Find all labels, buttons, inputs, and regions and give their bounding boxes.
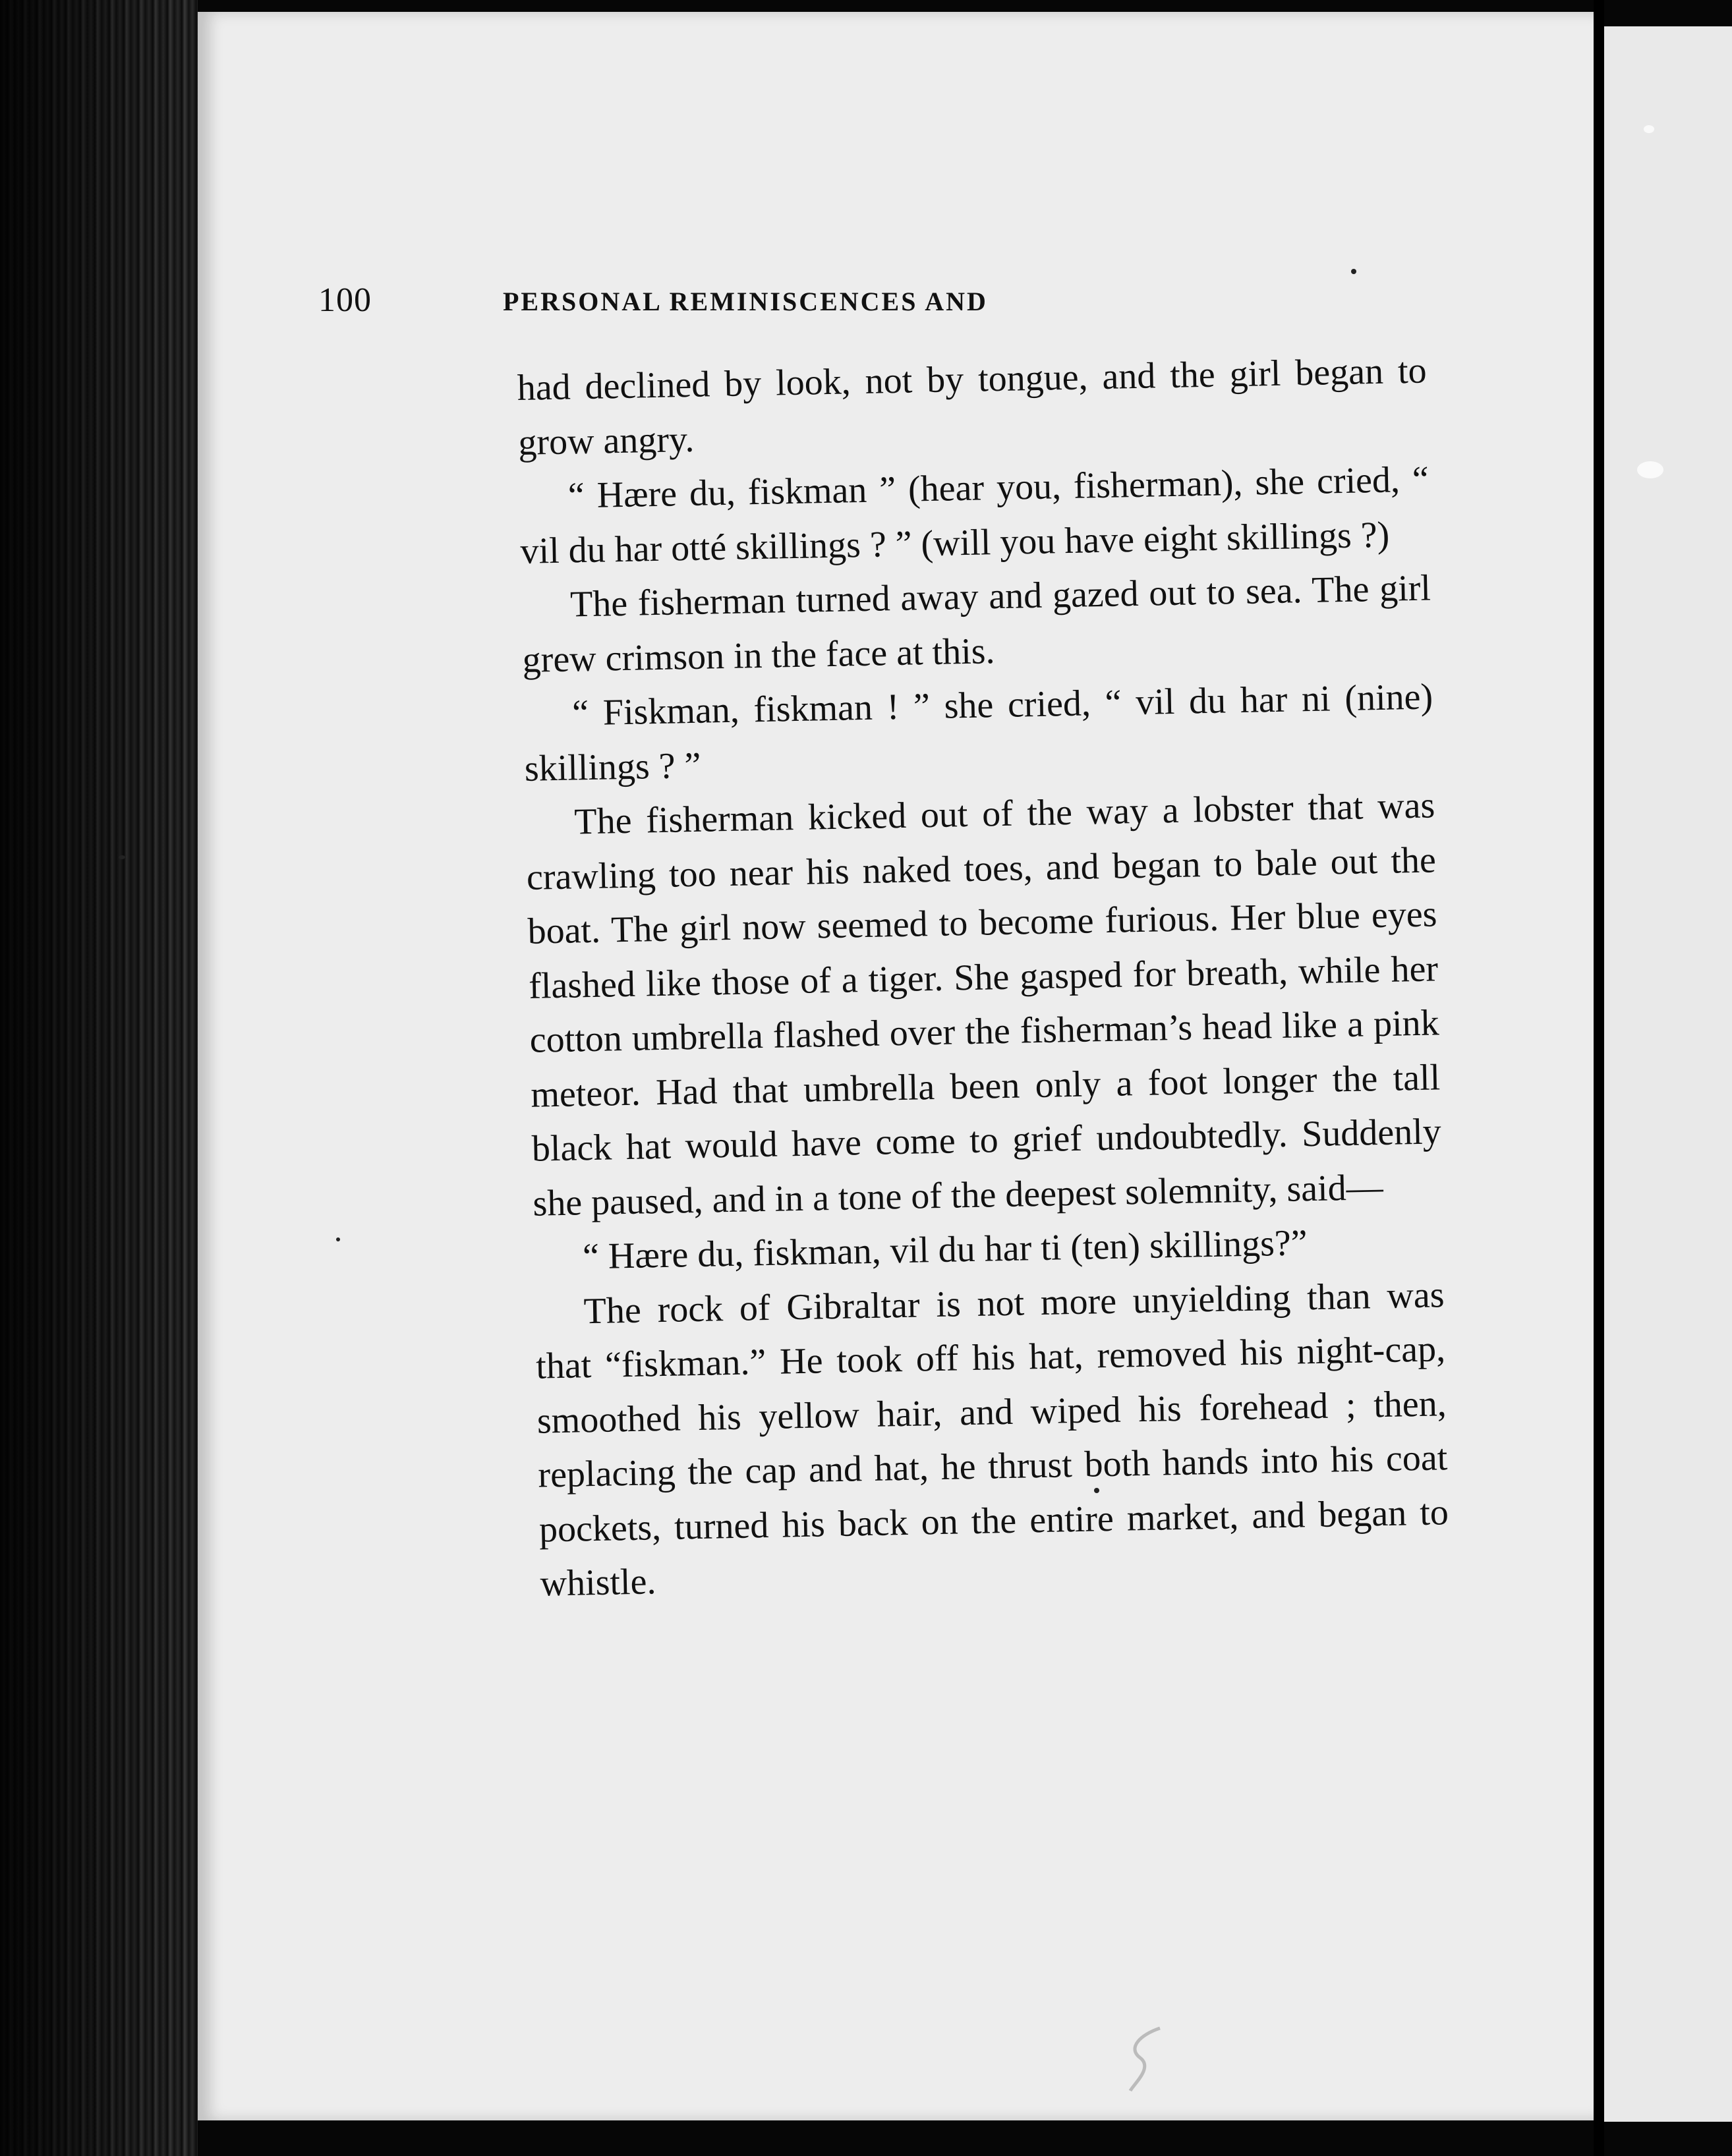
paragraph: The fisherman turned away and gazed out to sea. The girl grew crimson in the face at this. xyxy=(522,567,1431,681)
pencil-mark xyxy=(1120,2022,1173,2094)
running-head xyxy=(318,281,1241,333)
ink-speck xyxy=(119,855,125,859)
paragraph: The fisherman kicked out of the way a lobster that was crawling too near his naked toes, and began to bale out the boat. The girl now seemed to become furious. Her blue eyes flashed like those of a tiger. She gasped for breath, while her cotton umbrella flashed over the fisherman’s head like a pink meteor. Had that umbrella been only a foot longer the tall black hat would have come to grief undoubtedly. Suddenly she paused, and in a tone of the deepest solemnity, said— xyxy=(526,785,1442,1224)
ink-speck xyxy=(1351,269,1356,274)
paragraph: had declined by look, not by tongue, and the girl began to grow angry. xyxy=(517,350,1428,463)
paper-blemish xyxy=(1637,461,1663,478)
paragraph: “ Fiskman, fiskman ! ” she cried, “ vil du har ni (nine) skillings ? ” xyxy=(524,676,1433,789)
body-text xyxy=(517,344,1450,1612)
ink-speck xyxy=(336,1237,340,1241)
paragraph: The rock of Gibraltar is not more unyielding than was that “fiskman.” He took off his hat, removed his night-cap, smoothed his yellow hair, and wiped his forehead ; then, replacing the cap and hat, he thrust both hands into his coat pockets, turned his back on the entire market, and began to whistle. xyxy=(535,1274,1449,1604)
page-number: 100 xyxy=(318,281,372,319)
paragraph: “ Hære du, fiskman, vil du har ti (ten) skillings?” xyxy=(582,1222,1308,1278)
paragraph: “ Hære du, fiskman ” (hear you, fisherman), she cried, “ vil du har otté skillings ? ” (will you have eight skillings ?) xyxy=(519,459,1429,572)
paper-blemish xyxy=(1644,125,1654,133)
stacked-page-edges xyxy=(0,0,198,2156)
facing-page-edge xyxy=(1604,26,1732,2122)
running-title: PERSONAL REMINISCENCES AND xyxy=(503,287,988,316)
page-gutter xyxy=(1594,0,1604,2156)
